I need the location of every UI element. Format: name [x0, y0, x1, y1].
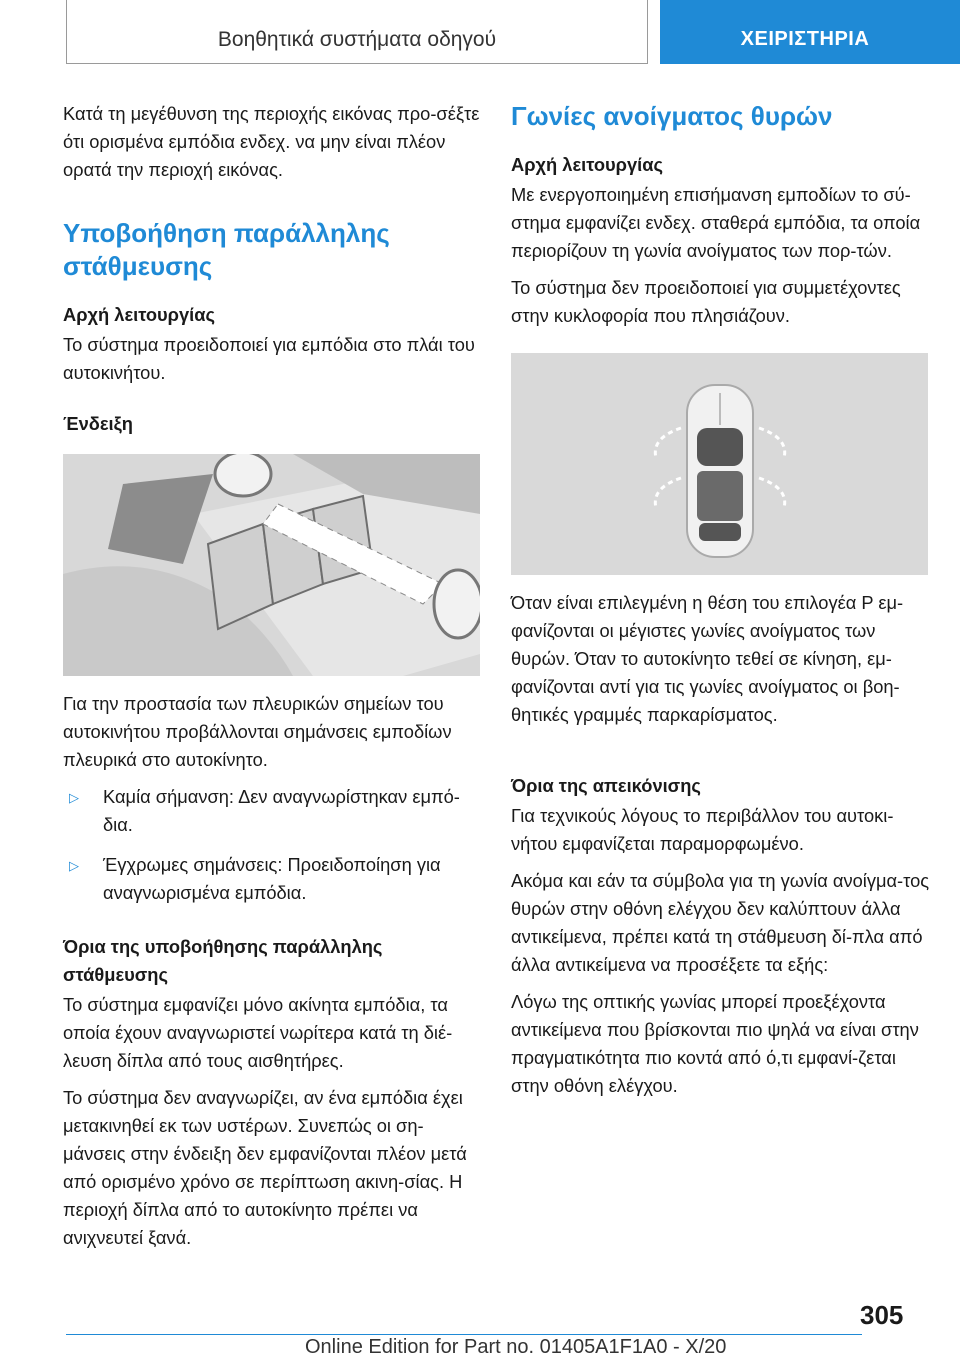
- paragraph-limits-2: Το σύστημα δεν αναγνωρίζει, αν ένα εμπόδια έχει μετακινηθεί εκ των υστέρων. Συνεπώς οι ση-μάνσεις στην ένδειξη δεν εμφανίζονται πλέον μετά από ορισμένο χρόνο σε περίπτωση ακινη-σίας. Η περιοχή δίπλα από το αυτοκίνητο πρέπει να ανιχνευτεί ξανά.: [63, 1087, 467, 1248]
- paragraph-principle: Το σύστημα προειδοποιεί για εμπόδια στο πλάι του αυτοκινήτου.: [63, 334, 475, 383]
- list-item: ▷ Έγχρωμες σημάνσεις: Προειδοποίηση για αναγνωρισμένα εμπόδια.: [69, 854, 441, 903]
- paragraph-doors-2: Το σύστημα δεν προειδοποιεί για συμμετέχοντες στην κυκλοφορία που πλησιάζουν.: [511, 277, 901, 326]
- paragraph-limits-1: Το σύστημα εμφανίζει μόνο ακίνητα εμπόδια, τα οποία έχουν αναγνωριστεί νωρίτερα κατά τη διέ-λευση δίπλα από τους αισθητήρες.: [63, 994, 453, 1071]
- section-title: Βοηθητικά συστήματα οδηγού: [217, 28, 497, 51]
- subheading-principle-doors: Αρχή λειτουργίας: [511, 154, 663, 175]
- paragraph-doors-1: Με ενεργοποιημένη επισήμανση εμποδίων το σύ-στημα εμφανίζει ενδεχ. σταθερά εμπόδια, τα οποία περιορίζουν τη γωνία ανοίγματος των πορ-τών.: [511, 184, 921, 261]
- heading-door-angles: Γωνίες ανοίγματος θυρών: [511, 101, 833, 131]
- list-item: ▷ Καμία σήμανση: Δεν αναγνωρίστηκαν εμπό-δια.: [69, 786, 460, 835]
- intro-paragraph: Κατά τη μεγέθυνση της περιοχής εικόνας προ-σέξτε ότι ορισμένα εμπόδια ενδεχ. να μην είναι πλέον ορατά την περιοχή εικόνας.: [63, 103, 480, 180]
- right-column: [511, 100, 931, 1109]
- marking-bullet-list: [63, 783, 483, 907]
- door-angle-graphic: [511, 353, 928, 575]
- footer-divider: [66, 1334, 862, 1335]
- edition-footer: Online Edition for Part no. 01405A1F1A0 - X/20: [305, 1336, 727, 1358]
- triangle-bullet-icon: ▷: [69, 858, 79, 873]
- page-number: 305: [860, 1300, 904, 1330]
- subheading-display-limits: Όρια της απεικόνισης: [511, 775, 701, 796]
- left-column: [63, 100, 483, 1261]
- side-marking-illustration: [63, 454, 480, 676]
- subheading-display: Ένδειξη: [63, 413, 133, 434]
- chapter-tab-label[interactable]: ΧΕΙΡΙΣΤΗΡΙΑ: [740, 28, 870, 50]
- paragraph-limits-3: Για τεχνικούς λόγους το περιβάλλον του αυτοκι-νήτου εμφανίζεται παραμορφωμένο.: [511, 805, 894, 854]
- side-marking-graphic: [63, 454, 480, 676]
- triangle-bullet-icon: ▷: [69, 790, 79, 805]
- figure-caption-right: Όταν είναι επιλεγμένη η θέση του επιλογέα P εμ-φανίζονται οι μέγιστες γωνίες ανοίγματος των θυρών. Όταν το αυτοκίνητο τεθεί σε κίνηση, εμ-φανίζονται αντί για τις γωνίες ανοίγματος οι βοη-θητικές γραμμές παρκαρίσματος.: [511, 592, 904, 725]
- paragraph-limits-5: Λόγω της οπτικής γωνίας μπορεί προεξέχοντα αντικείμενα που βρίσκονται πιο ψηλά να είναι στην πραγματικότητα πιο κοντά από ό,τι εμφανί-ζεται στην οθόνη ελέγχου.: [511, 991, 919, 1096]
- paragraph-limits-4: Ακόμα και εάν τα σύμβολα για τη γωνία ανοίγμα-τος θυρών στην οθόνη ελέγχου δεν καλύπτουν άλλα αντικείμενα, πρέπει κατά τη στάθμευση δί-πλα από άλλα αντικείμενα να προσέξετε τα εξής:: [511, 870, 930, 975]
- subheading-limits-parking: Όρια της υποβοήθησης παράλληλης στάθμευσης: [63, 936, 383, 985]
- heading-parallel-parking: Υποβοήθηση παράλληλης στάθμευσης: [63, 218, 390, 281]
- subheading-principle: Αρχή λειτουργίας: [63, 304, 215, 325]
- figure-caption-left: Για την προστασία των πλευρικών σημείων του αυτοκινήτου προβάλλονται σημάνσεις εμποδίων πλευρικά στο αυτοκίνητο.: [63, 693, 452, 770]
- door-angle-illustration: [511, 353, 928, 575]
